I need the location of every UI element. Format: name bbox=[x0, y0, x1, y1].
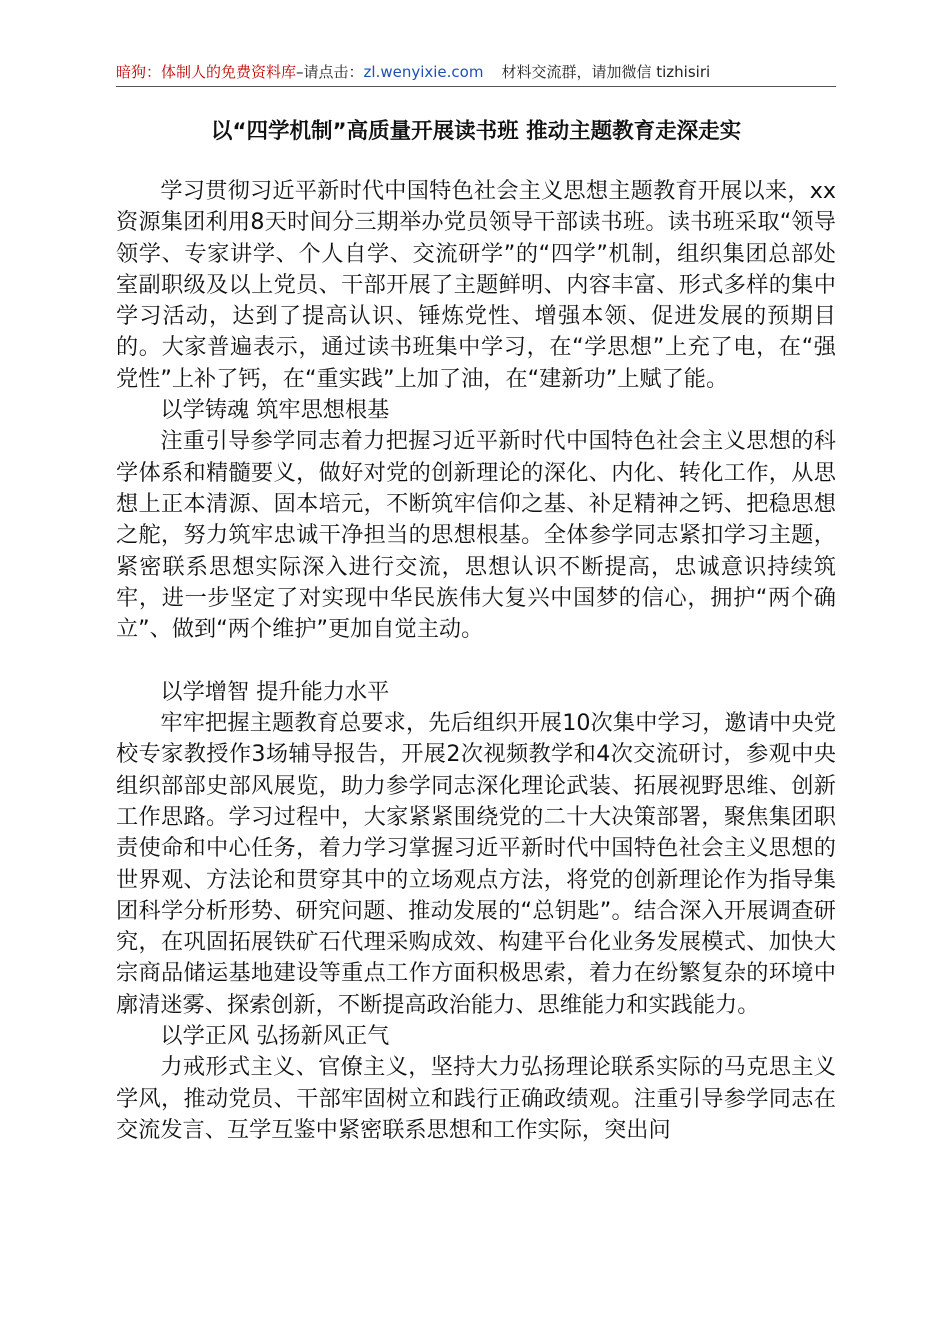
header-divider bbox=[116, 86, 836, 87]
section-paragraph: 力戒形式主义、官僚主义，坚持大力弘扬理论联系实际的马克思主义学风，推动党员、干部牢固树立和践行正确政绩观。注重引导参学同志在交流发言、互学互鉴中紧密联系思想和工作实际，突出问 bbox=[116, 1054, 836, 1143]
section-heading: 以学铸魂 筑牢思想根基 bbox=[160, 397, 390, 424]
page-header bbox=[116, 60, 836, 84]
header-site-name: 暗狗：体制人的免费资料库 bbox=[116, 63, 297, 81]
header-link-prompt: –请点击： bbox=[296, 63, 364, 81]
paragraph-spacer bbox=[116, 645, 836, 676]
header-url-link[interactable]: zl.wenyixie.com bbox=[363, 63, 484, 81]
document-body bbox=[116, 176, 836, 1146]
section-heading: 以学正风 弘扬新风正气 bbox=[160, 1023, 390, 1050]
intro-paragraph: 学习贯彻习近平新时代中国特色社会主义思想主题教育开展以来，xx资源集团利用8天时间分三期举办党员领导干部读书班。读书班采取“领导领学、专家讲学、个人自学、交流研学”的“四学”机制，组织集团总部处室副职级及以上党员、干部开展了主题鲜明、内容丰富、形式多样的集中学习活动，达到了提高认识、锤炼党性、增强本领、促进发展的预期目的。大家普遍表示，通过读书班集中学习，在“学思想”上充了电，在“强党性”上补了钙，在“重实践”上加了油，在“建新功”上赋了能。 bbox=[116, 178, 836, 392]
section-heading: 以学增智 提升能力水平 bbox=[160, 678, 390, 705]
header-group-note: 材料交流群，请加微信 tizhisiri bbox=[501, 63, 711, 81]
document-title: 以“四学机制”高质量开展读书班 推动主题教育走深走实 bbox=[210, 119, 742, 144]
section-paragraph: 注重引导参学同志着力把握习近平新时代中国特色社会主义思想的科学体系和精髓要义，做好对党的创新理论的深化、内化、转化工作，从思想上正本清源、固本培元，不断筑牢信仰之基、补足精神之钙、把稳思想之舵，努力筑牢忠诚干净担当的思想根基。全体参学同志紧扣学习主题，紧密联系思想实际深入进行交流，思想认识不断提高，忠诚意识持续筑牢，进一步坚定了对实现中华民族伟大复兴中国梦的信心，拥护“两个确立”、做到“两个维护”更加自觉主动。 bbox=[116, 428, 836, 643]
section-paragraph: 牢牢把握主题教育总要求，先后组织开展10次集中学习，邀请中央党校专家教授作3场辅导报告，开展2次视频教学和4次交流研讨，参观中央组织部部史部风展览，助力参学同志深化理论武装、拓展视野思维、创新工作思路。学习过程中，大家紧紧围绕党的二十大决策部署，聚焦集团职责使命和中心任务，着力学习掌握习近平新时代中国特色社会主义思想的世界观、方法论和贯穿其中的立场观点方法，将党的创新理论作为指导集团科学分析形势、研究问题、推动发展的“总钥匙”。结合深入开展调查研究，在巩固拓展铁矿石代理采购成效、构建平台化业务发展模式、加快大宗商品储运基地建设等重点工作方面积极思索，着力在纷繁复杂的环境中廓清迷雾、探索创新，不断提高政治能力、思维能力和实践能力。 bbox=[116, 710, 836, 1018]
